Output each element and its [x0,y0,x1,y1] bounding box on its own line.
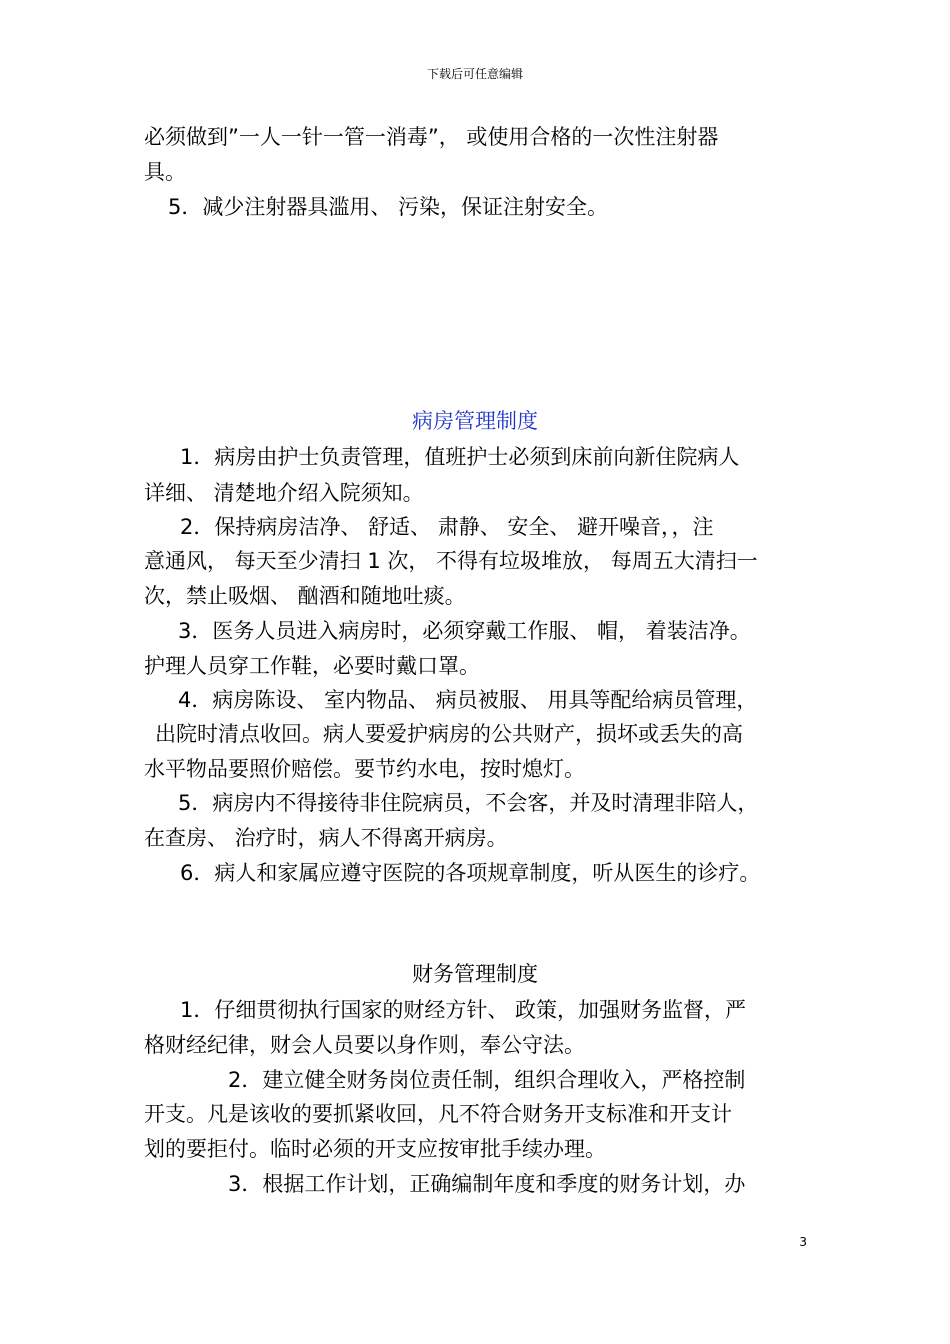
intro-line-1: 必须做到”一人一针一管一消毒”， 或使用合格的一次性注射器 [144,125,719,149]
ward-line-9: 出院时清点收回。病人要爱护病房的公共财产，损坏或丢失的高 [155,722,743,746]
intro-line-3: 5．减少注射器具滥用、 污染，保证注射安全。 [168,195,609,219]
ward-line-7: 护理人员穿工作鞋，必要时戴口罩。 [144,654,480,678]
ward-line-11: 5．病房内不得接待非住院病员，不会客，并及时清理非陪人， [178,791,759,815]
ward-line-2: 详细、 清楚地介绍入院须知。 [144,481,424,505]
finance-line-2: 格财经纪律，财会人员要以身作则，奉公守法。 [144,1033,585,1057]
ward-line-10: 水平物品要照价赔偿。要节约水电，按时熄灯。 [144,757,585,781]
ward-line-5: 次，禁止吸烟、 酗酒和随地吐痰。 [144,584,466,608]
ward-line-6: 3．医务人员进入病房时，必须穿戴工作服、 帽， 着装洁净。 [178,619,751,643]
ward-line-12: 在查房、 治疗时，病人不得离开病房。 [144,826,508,850]
ward-line-1: 1．病房由护士负责管理，值班护士必须到床前向新住院病人 [180,445,740,469]
ward-line-8: 4．病房陈设、 室内物品、 病员被服、 用具等配给病员管理， [178,688,758,712]
finance-line-4: 开支。凡是该收的要抓紧收回，凡不符合财务开支标准和开支计 [144,1102,732,1126]
ward-section-title: 病房管理制度 [412,409,538,433]
finance-line-5: 划的要拒付。临时必须的开支应按审批手续办理。 [144,1137,606,1161]
finance-line-6: 3．根据工作计划，正确编制年度和季度的财务计划，办 [228,1172,746,1196]
finance-section-title: 财务管理制度 [412,962,538,986]
page-number: 3 [799,1235,807,1249]
finance-line-1: 1．仔细贯彻执行国家的财经方针、 政策，加强财务监督，严 [180,998,747,1022]
page-header: 下载后可任意编辑 [426,67,523,81]
intro-line-2: 具。 [144,160,186,184]
finance-line-3: 2．建立健全财务岗位责任制，组织合理收入，严格控制 [228,1068,746,1092]
ward-line-4: 意通风， 每天至少清扫 1 次， 不得有垃圾堆放， 每周五大清扫一 [144,549,758,573]
ward-line-3: 2．保持病房洁净、 舒适、 肃静、 安全、 避开噪音，，注 [180,515,714,539]
ward-line-13: 6．病人和家属应遵守医院的各项规章制度，听从医生的诊疗。 [180,861,761,885]
